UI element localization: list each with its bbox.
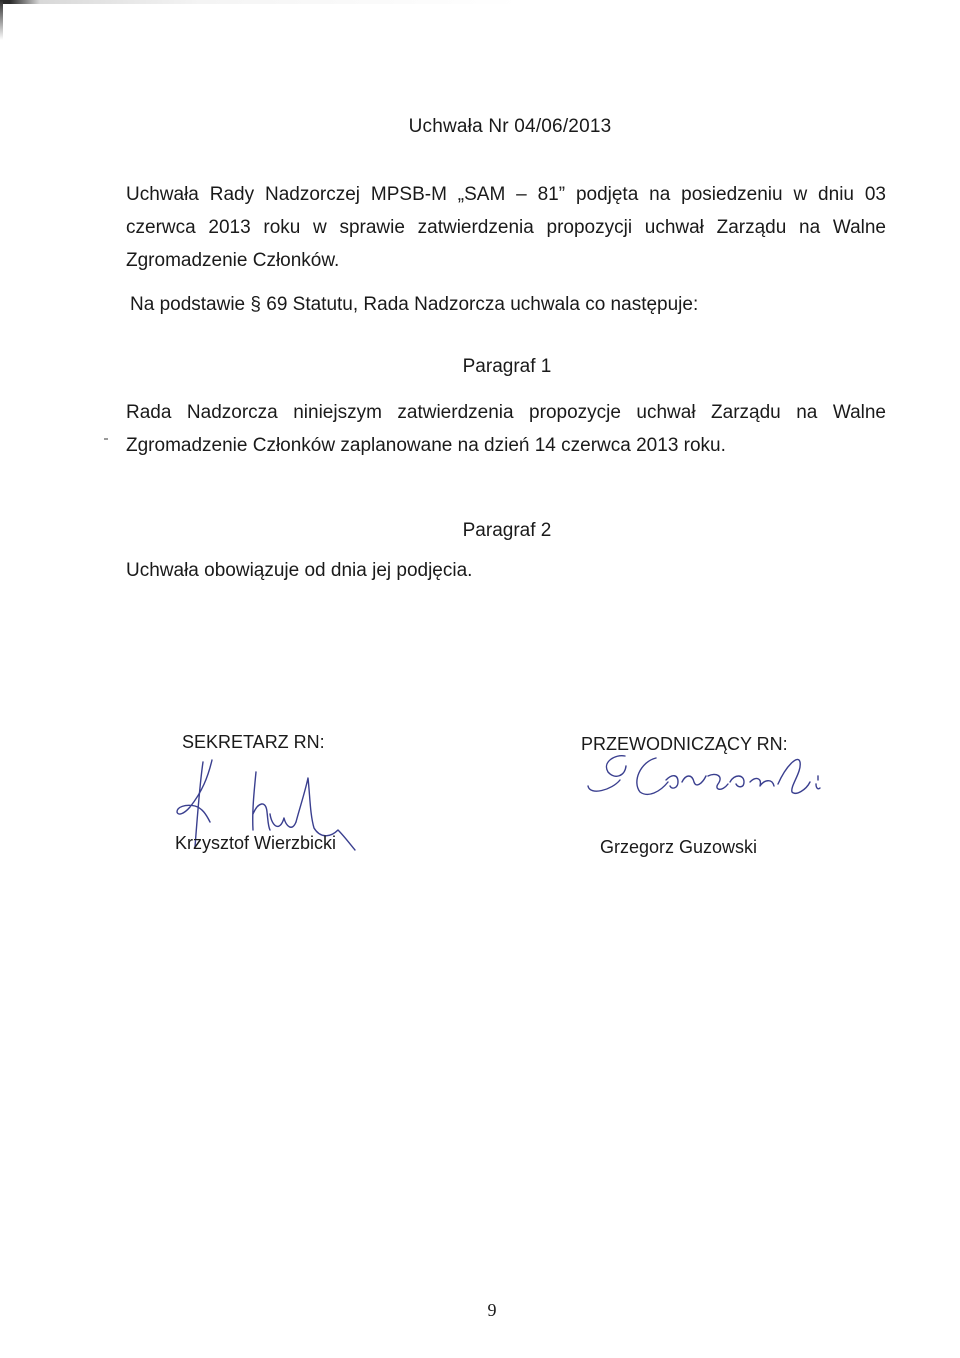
scan-edge-left (0, 0, 3, 40)
paragraph-1-heading: Paragraf 1 (462, 356, 552, 377)
chairman-role: PRZEWODNICZĄCY RN: (581, 734, 788, 754)
chairman-signature (560, 752, 880, 832)
paragraph-1-text: Rada Nadzorcza niniejszym zatwierdzenia propozycje uchwał Zarządu na Walne Zgromadzenie Członków zaplanowane na dzień 14 czerwca 2013 roku. (126, 402, 886, 456)
secretary-role: SEKRETARZ RN: (182, 732, 325, 752)
resolution-title: Uchwała Nr 04/06/2013 (408, 116, 612, 137)
resolution-intro: Uchwała Rady Nadzorczej MPSB-M „SAM – 81” podjęta na posiedzeniu w dniu 03 czerwca 2013 roku w sprawie zatwierdzenia propozycji uchwał Zarządu na Walne Zgromadzenie Członków. (126, 184, 886, 271)
secretary-name: Krzysztof Wierzbicki (175, 833, 337, 853)
margin-mark (104, 438, 108, 440)
chairman-name: Grzegorz Guzowski (600, 837, 758, 857)
page-number: 9 (487, 1300, 497, 1320)
paragraph-2-heading: Paragraf 2 (462, 520, 552, 541)
scan-edge-top (0, 0, 960, 4)
legal-basis: Na podstawie § 69 Statutu, Rada Nadzorcza uchwala co następuje: (130, 294, 699, 315)
paragraph-2-text: Uchwała obowiązuje od dnia jej podjęcia. (126, 560, 473, 581)
